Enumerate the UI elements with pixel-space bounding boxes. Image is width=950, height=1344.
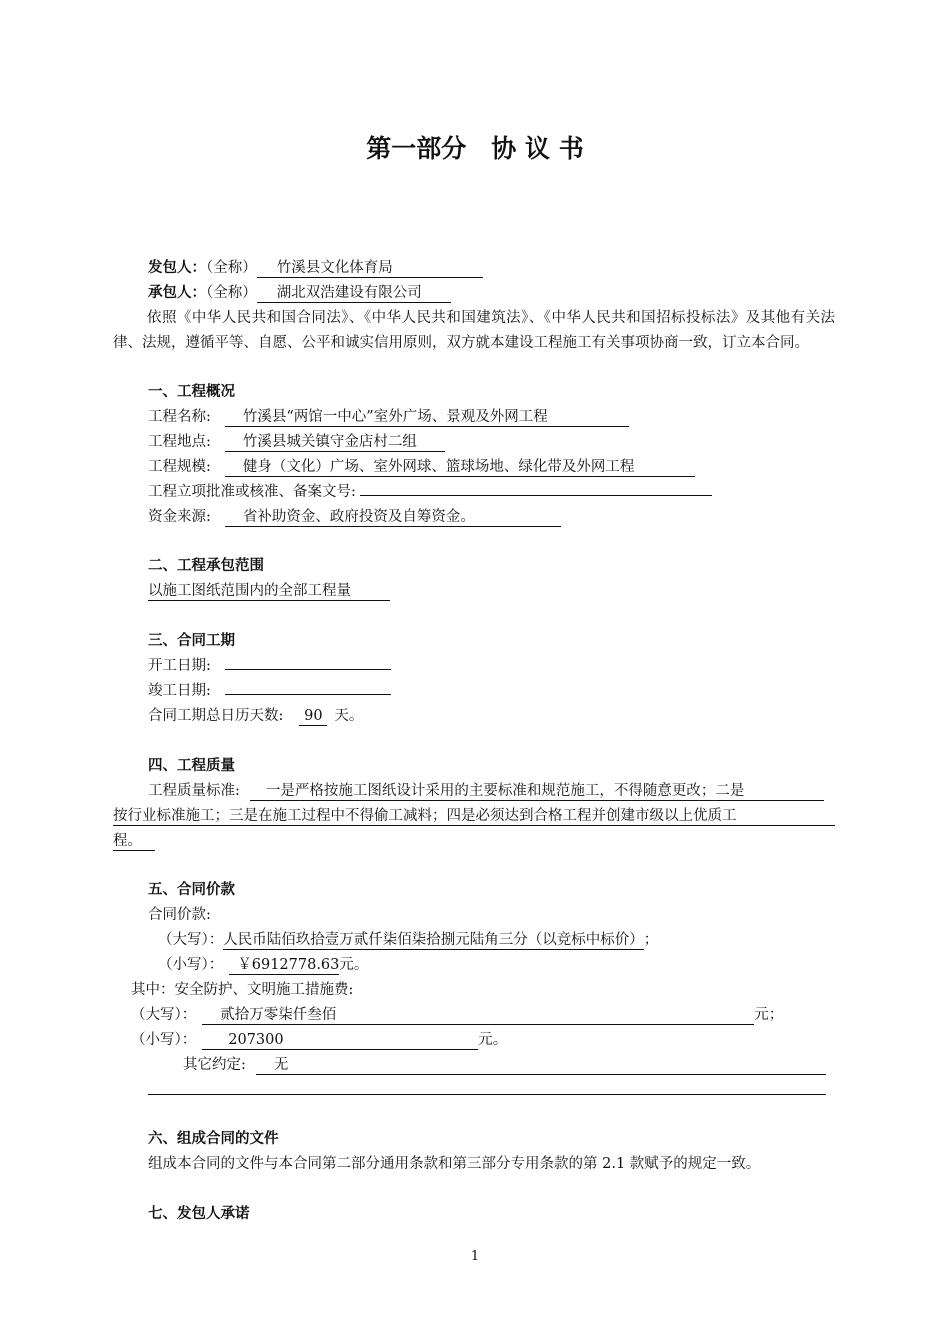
quality-text-3: 程。	[113, 833, 155, 851]
duration-value: 90	[299, 708, 327, 726]
contractor-label: 承包人：	[148, 285, 206, 301]
other-terms-value: 无	[256, 1057, 826, 1075]
approval-value	[360, 495, 712, 496]
project-site-line	[148, 432, 445, 452]
finish-date-label: 竣工日期:	[148, 683, 211, 699]
project-site-label: 工程地点:	[148, 434, 211, 450]
scope-value: 以施工图纸范围内的全部工程量	[148, 583, 390, 601]
safety-upper-line	[131, 1005, 783, 1025]
safety-upper-tail: 元；	[754, 1007, 784, 1023]
quality-line-1	[148, 781, 824, 801]
project-scale-line	[148, 457, 695, 477]
other-terms-line	[183, 1055, 826, 1075]
other-terms-blank-rule	[148, 1094, 826, 1095]
section-7-heading: 七、发包人承诺	[148, 1206, 250, 1222]
section-2-heading: 二、工程承包范围	[148, 558, 264, 574]
safety-lower-line	[131, 1030, 507, 1050]
contract-documents-text: 组成本合同的文件与本合同第二部分通用条款和第三部分专用条款的第 2.1 款赋予的规定一致。	[148, 1156, 761, 1172]
project-scale-label: 工程规模:	[148, 459, 211, 475]
quality-text-2: 按行业标准施工；三是在施工过程中不得偷工减料；四是必须达到合格工程并创建市级以上优质工	[113, 808, 835, 826]
employer-label: 发包人：	[148, 260, 206, 276]
project-name-line	[148, 407, 629, 427]
quality-label: 工程质量标准:	[148, 783, 240, 799]
safety-upper-value: 贰拾万零柒仟叁佰	[202, 1007, 754, 1025]
price-lower-tail: 元。	[339, 957, 369, 973]
start-date-value	[225, 669, 391, 670]
employer-full-label: （全称）	[206, 260, 257, 276]
finish-date-value	[225, 694, 391, 695]
duration-unit: 天。	[334, 708, 364, 724]
price-lower-label: （小写）：	[158, 957, 224, 973]
page-number: 1	[470, 1249, 480, 1264]
section-5-heading: 五、合同价款	[148, 882, 235, 898]
employer-line	[148, 258, 483, 278]
approval-line	[148, 482, 712, 502]
quality-line-2	[113, 806, 835, 826]
employer-name: 竹溪县文化体育局	[257, 260, 483, 278]
safety-lower-label: （小写）：	[131, 1032, 197, 1048]
project-name-value: 竹溪县“两馆一中心”室外广场、景观及外网工程	[225, 409, 629, 427]
section-1-heading: 一、工程概况	[148, 384, 235, 400]
price-lower-value: ￥6912778.63	[229, 957, 339, 975]
start-date-line	[148, 656, 391, 676]
page-title: 第一部分 协 议 书	[366, 134, 584, 163]
section-6-heading: 六、组成合同的文件	[148, 1131, 279, 1147]
safety-fee-label: 其中：安全防护、文明施工措施费:	[131, 982, 354, 998]
scope-line	[148, 581, 390, 601]
safety-lower-value: 207300	[202, 1032, 478, 1050]
project-scale-value: 健身（文化）广场、室外网球、篮球场地、绿化带及外网工程	[225, 459, 695, 477]
finish-date-line	[148, 681, 391, 701]
start-date-label: 开工日期:	[148, 658, 211, 674]
project-site-value: 竹溪县城关镇守金店村二组	[225, 434, 445, 452]
price-upper-label: （大写）：	[158, 932, 224, 948]
fund-source-label: 资金来源:	[148, 509, 211, 525]
quality-line-3	[113, 831, 155, 851]
duration-line	[148, 706, 363, 726]
price-label: 合同价款:	[148, 907, 211, 923]
project-name-label: 工程名称:	[148, 409, 211, 425]
contractor-line	[148, 283, 451, 303]
price-upper-line	[158, 930, 658, 950]
safety-lower-tail: 元。	[478, 1032, 508, 1048]
fund-source-value: 省补助资金、政府投资及自筹资金。	[225, 509, 561, 527]
fund-source-line	[148, 507, 561, 527]
contractor-name: 湖北双浩建设有限公司	[257, 285, 451, 303]
price-upper-tail: ；	[643, 932, 659, 948]
quality-text-1: 一是严格按施工图纸设计采用的主要标准和规范施工，不得随意更改；二是	[250, 783, 824, 801]
contractor-full-label: （全称）	[206, 285, 257, 301]
price-upper-value: 人民币陆佰玖拾壹万贰仟柒佰柒拾捌元陆角三分（以竞标中标价）	[223, 932, 644, 948]
intro-paragraph: 依照《中华人民共和国合同法》、《中华人民共和国建筑法》、《中华人民共和国招标投标法》及其他有关法律、法规，遵循平等、自愿、公平和诚实信用原则，双方就本建设工程施工有关事项协商一致，订立本合同。	[113, 310, 835, 351]
section-3-heading: 三、合同工期	[148, 633, 235, 649]
section-4-heading: 四、工程质量	[148, 758, 235, 774]
safety-upper-label: （大写）：	[131, 1007, 197, 1023]
other-terms-label: 其它约定:	[183, 1057, 246, 1073]
price-lower-line	[158, 955, 368, 975]
duration-label: 合同工期总日历天数:	[148, 708, 284, 724]
approval-label: 工程立项批准或核准、备案文号:	[148, 484, 356, 500]
